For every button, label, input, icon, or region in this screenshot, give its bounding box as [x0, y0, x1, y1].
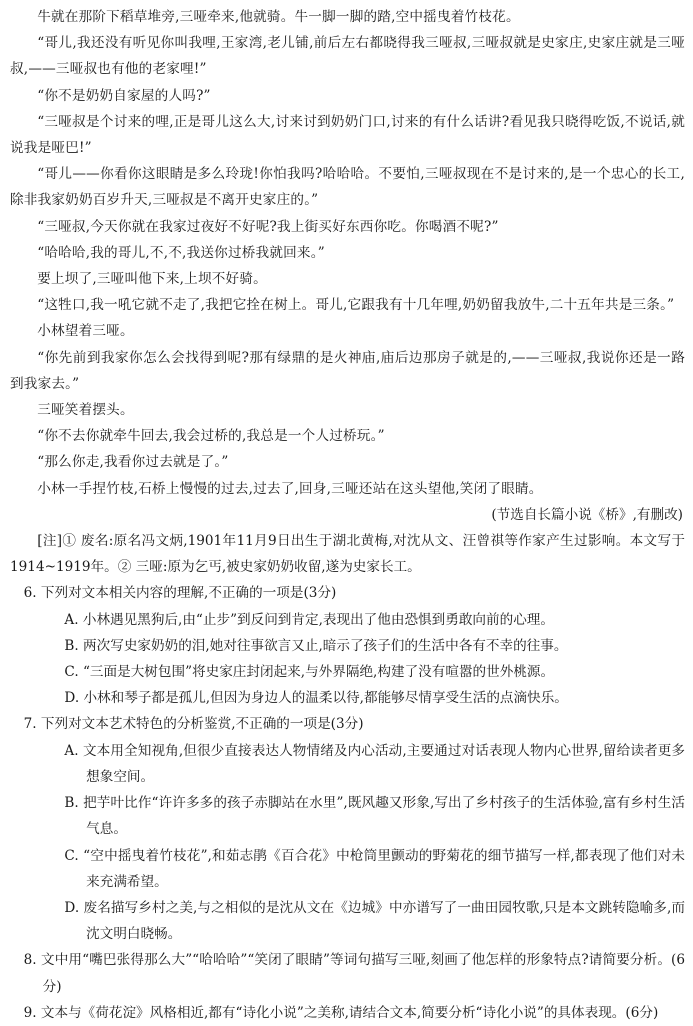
story-paragraph: “这牲口,我一吼它就不走了,我把它拴在树上。哥儿,它跟我有十几年哩,奶奶留我放牛,二十五年共是三条。” [37, 297, 675, 314]
question-stem: 8. 文中用“嘴巴张得那么大”“哈哈哈”“笑闭了眼睛”等词句描写三哑,刻画了他怎样的形象特点?请简要分析。(6分) [23, 952, 685, 995]
option-c: C. “空中摇曳着竹枝花”,和茹志鹃《百合花》中枪筒里颤动的野菊花的细节描写一样,都表现了他们对未来充满希望。 [64, 847, 685, 890]
story-excerpt [10, 4, 685, 502]
story-paragraph: 牛就在那阶下稻草堆旁,三哑牵来,他就骑。牛一脚一脚的踏,空中摇曳着竹枝花。 [37, 9, 520, 25]
question-stem: 7. 下列对文本艺术特色的分析鉴赏,不正确的一项是(3分) [23, 716, 364, 733]
story-paragraph: “哈哈哈,我的哥儿,不,不,我送你过桥我就回来。” [37, 244, 325, 261]
question-stem: 6. 下列对文本相关内容的理解,不正确的一项是(3分) [23, 585, 337, 602]
question-9 [10, 1000, 685, 1026]
question-8 [10, 947, 685, 999]
option-b: B. 两次写史家奶奶的泪,她对往事欲言又止,暗示了孩子们的生活中各有不幸的往事。 [64, 637, 568, 654]
story-paragraph: “你先前到我家你怎么会找得到呢?那有绿鼎的是火神庙,庙后边那房子就是的,——三哑叔,我说你还是一路到我家去。” [10, 349, 685, 392]
option-c: C. “三面是大树包围”将史家庄封闭起来,与外界隔绝,构建了没有喧嚣的世外桃源。 [64, 664, 555, 681]
option-d: D. 废名描写乡村之美,与之相似的是沈从文在《边城》中亦谱写了一曲田园牧歌,只是本文跳转隐喻多,而沈文明白晓畅。 [64, 899, 685, 943]
option-a: A. 小林遇见黑狗后,由“止步”到反问到肯定,表现出了他由恐惧到勇敢向前的心理。 [64, 611, 554, 628]
option-d: D. 小林和琴子都是孤儿,但因为身边人的温柔以待,都能够尽情享受生活的点滴快乐。 [64, 690, 568, 707]
question-stem: 9. 文本与《荷花淀》风格相近,都有“诗化小说”之美称,请结合文本,简要分析“诗化小说”的具体表现。(6分) [23, 1004, 659, 1021]
story-paragraph: “你不是奶奶自家屋的人吗?” [37, 87, 211, 104]
question-6 [10, 580, 685, 711]
story-paragraph: “你不去你就牵牛回去,我会过桥的,我总是一个人过桥玩。” [37, 428, 385, 445]
story-paragraph: “三哑叔是个讨来的哩,正是哥儿这么大,讨来讨到奶奶门口,讨来的有什么话讲?看见我只晓得吃饭,不说话,就说我是哑巴!” [10, 113, 685, 157]
option-b: B. 把芋叶比作“许许多多的孩子赤脚站在水里”,既风趣又形象,写出了乡村孩子的生活体验,富有乡村生活气息。 [64, 795, 685, 838]
story-paragraph: “三哑叔,今天你就在我家过夜好不好呢?我上街买好东西你吃。你喝酒不呢?” [37, 218, 499, 235]
annotation-note: [注]① 废名:原名冯文炳,1901年11月9日出生于湖北黄梅,对沈从文、汪曾祺等作家产生过影响。本文写于1914~1919年。② 三哑:原为乞丐,被史家奶奶收留,遂为史家长工。 [10, 533, 685, 576]
story-paragraph: 三哑笑着摆头。 [37, 402, 134, 419]
question-7 [10, 711, 685, 947]
option-a: A. 文本用全知视角,但很少直接表达人物情绪及内心活动,主要通过对话表现人物内心世界,留给读者更多想象空间。 [64, 742, 685, 785]
story-paragraph: 小林一手捏竹枝,石桥上慢慢的过去,过去了,回身,三哑还站在这头望他,笑闭了眼睛。 [37, 480, 543, 497]
story-paragraph: 要上坝了,三哑叫他下来,上坝不好骑。 [37, 271, 267, 288]
story-paragraph: “那么你走,我看你过去就是了。” [37, 454, 229, 471]
story-paragraph: “哥儿,我还没有听见你叫我哩,王家湾,老儿铺,前后左右都晓得我三哑叔,三哑叔就是史家庄,史家庄就是三哑叔,——三哑叔也有他的老家哩!” [10, 35, 685, 78]
story-paragraph: “哥儿——你看你这眼睛是多么玲珑!你怕我吗?哈哈哈。不要怕,三哑叔现在不是讨来的,是一个忠心的长工,除非我家奶奶百岁升天,三哑叔是不离开史家庄的。” [10, 166, 685, 209]
story-paragraph: 小林望着三哑。 [37, 323, 134, 340]
source-citation: (节选自长篇小说《桥》,有删改) [491, 506, 683, 523]
